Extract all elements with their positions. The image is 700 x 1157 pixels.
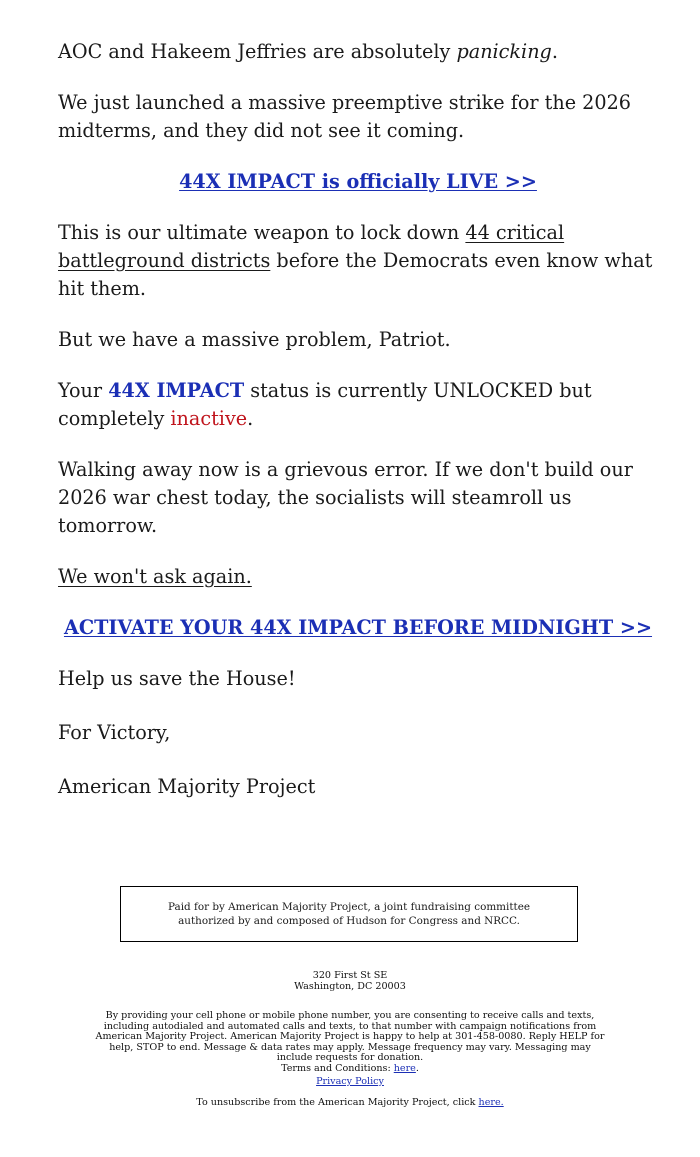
intro-emphasis: panicking	[456, 40, 552, 63]
email-body	[58, 38, 658, 827]
final-ask-text: We won't ask again.	[58, 565, 252, 588]
terms-label: Terms and Conditions:	[281, 1062, 394, 1074]
address-line-2: Washington, DC 20003	[294, 980, 406, 992]
battleground-districts-text: 44 critical battleground districts	[58, 221, 565, 272]
save-house-line: Help us save the House!	[58, 667, 296, 690]
unsubscribe-link[interactable]: here.	[478, 1097, 504, 1108]
activate-impact-link[interactable]: ACTIVATE YOUR 44X IMPACT BEFORE MIDNIGHT >>	[63, 616, 653, 639]
sms-consent-notice	[90, 1011, 610, 1075]
signoff	[58, 665, 658, 801]
intro-paragraph	[58, 38, 658, 66]
weapon-paragraph	[58, 219, 658, 303]
terms-link[interactable]: here	[393, 1062, 416, 1074]
final-ask-paragraph	[58, 563, 658, 591]
status-text-mid: status is currently UNLOCKED but completely	[58, 379, 592, 430]
launch-paragraph: We just launched a massive preemptive strike for the 2026 midterms, and they did not see it coming.	[58, 91, 632, 142]
unsubscribe-notice	[90, 1098, 610, 1109]
intro-end: .	[551, 40, 558, 63]
status-text: Your	[58, 379, 109, 402]
impact-highlight: 44X IMPACT	[108, 379, 245, 402]
paid-for-disclaimer-box	[120, 886, 578, 942]
problem-paragraph: But we have a massive problem, Patriot.	[58, 328, 451, 351]
inactive-label: inactive	[170, 407, 248, 430]
status-text-end: .	[247, 407, 254, 430]
weapon-text-end: before the Democrats even know what hit them.	[58, 249, 653, 300]
cta-activate-container	[58, 614, 658, 642]
warning-paragraph: Walking away now is a grievous error. If we don't build our 2026 war chest today, the socialists will steamroll us tomorrow.	[58, 458, 633, 537]
impact-live-link[interactable]: 44X IMPACT is officially LIVE >>	[179, 170, 537, 193]
weapon-text: This is our ultimate weapon to lock down	[58, 221, 466, 244]
consent-text: By providing your cell phone or mobile phone number, you are consenting to receive calls and texts, including autodialed and automated calls and texts, to that number with campaign notifications from American Majority Project. American Majority Project is happy to help at 301-458-0080. Reply HELP for help, STOP to end. Message & data rates may apply. Message frequency may vary. Messaging may include requests for donation.	[95, 1010, 605, 1064]
terms-end: .	[415, 1062, 419, 1074]
status-paragraph	[58, 377, 658, 433]
privacy-policy-container	[90, 1077, 610, 1088]
unsubscribe-text: To unsubscribe from the American Majority Project, click	[196, 1097, 479, 1108]
signature: American Majority Project	[58, 775, 316, 798]
mailing-address	[90, 971, 610, 992]
cta-live-container	[58, 168, 658, 196]
address-line-1: 320 First St SE	[312, 970, 388, 981]
closing-line: For Victory,	[58, 721, 171, 744]
privacy-policy-link[interactable]: Privacy Policy	[316, 1076, 384, 1087]
paid-for-disclaimer: Paid for by American Majority Project, a joint fundraising committee authorized by and composed of Hudson for Congress and NRCC.	[167, 901, 531, 927]
intro-text: AOC and Hakeem Jeffries are absolutely	[58, 40, 457, 63]
